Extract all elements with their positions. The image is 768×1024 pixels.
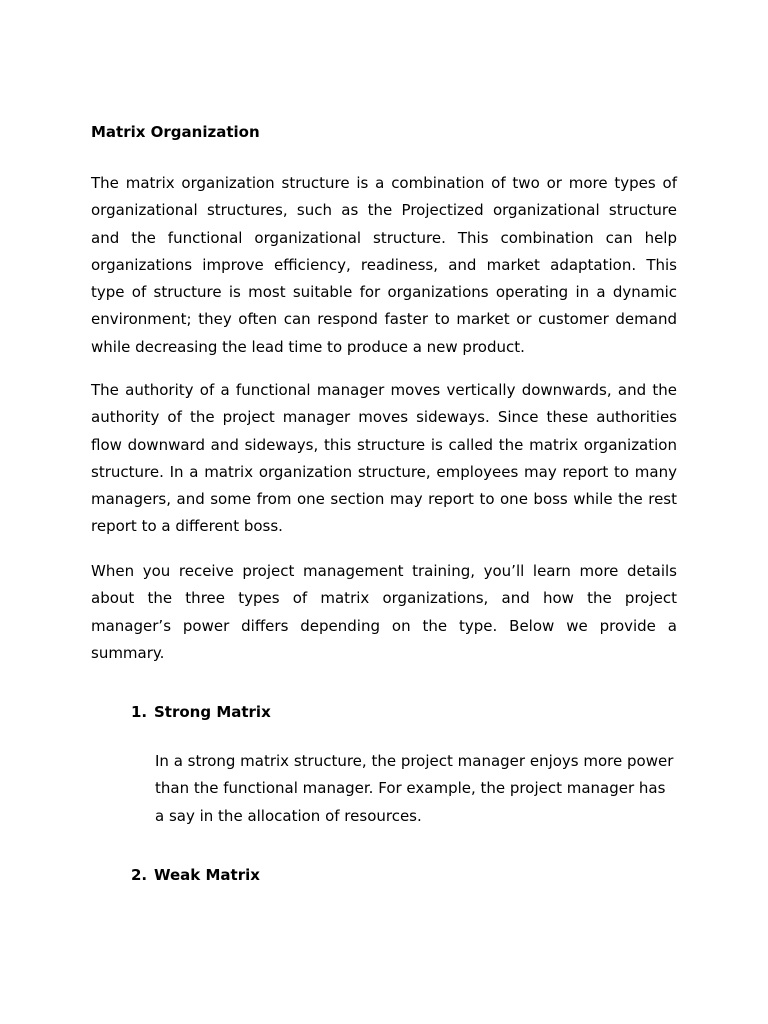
- list-number: 1.: [131, 703, 148, 721]
- list-heading-strong-matrix: [131, 701, 677, 723]
- list-heading-label: Weak Matrix: [154, 866, 260, 884]
- paragraph-intro: The matrix organization structure is a combination of two or more types of organizational structures, such as the Projectized organizational structure and the functional organizational structure. This combination can help organizations improve efficiency, readiness, and market adaptation. This type of structure is most suitable for organizations operating in a dynamic environment; they often can respond faster to market or customer demand while decreasing the lead time to produce a new product.: [91, 174, 677, 356]
- list-heading-weak-matrix: [131, 864, 677, 886]
- document-title: Matrix Organization: [91, 123, 260, 141]
- paragraph-training: When you receive project management training, you’ll learn more details about the three types of matrix organizations, and how the project manager’s power differs depending on the type. Below we provide a summary.: [91, 562, 677, 662]
- list-item-body-strong-matrix: In a strong matrix structure, the project manager enjoys more power than the functional manager. For example, the project manager has a say in the allocation of resources.: [155, 752, 674, 825]
- list-number: 2.: [131, 866, 148, 884]
- paragraph-authority: The authority of a functional manager moves vertically downwards, and the authority of the project manager moves sideways. Since these authorities flow downward and sideways, this structure is called the matrix organization structure. In a matrix organization structure, employees may report to many managers, and some from one section may report to one boss while the rest report to a different boss.: [91, 381, 677, 536]
- list-heading-label: Strong Matrix: [154, 703, 271, 721]
